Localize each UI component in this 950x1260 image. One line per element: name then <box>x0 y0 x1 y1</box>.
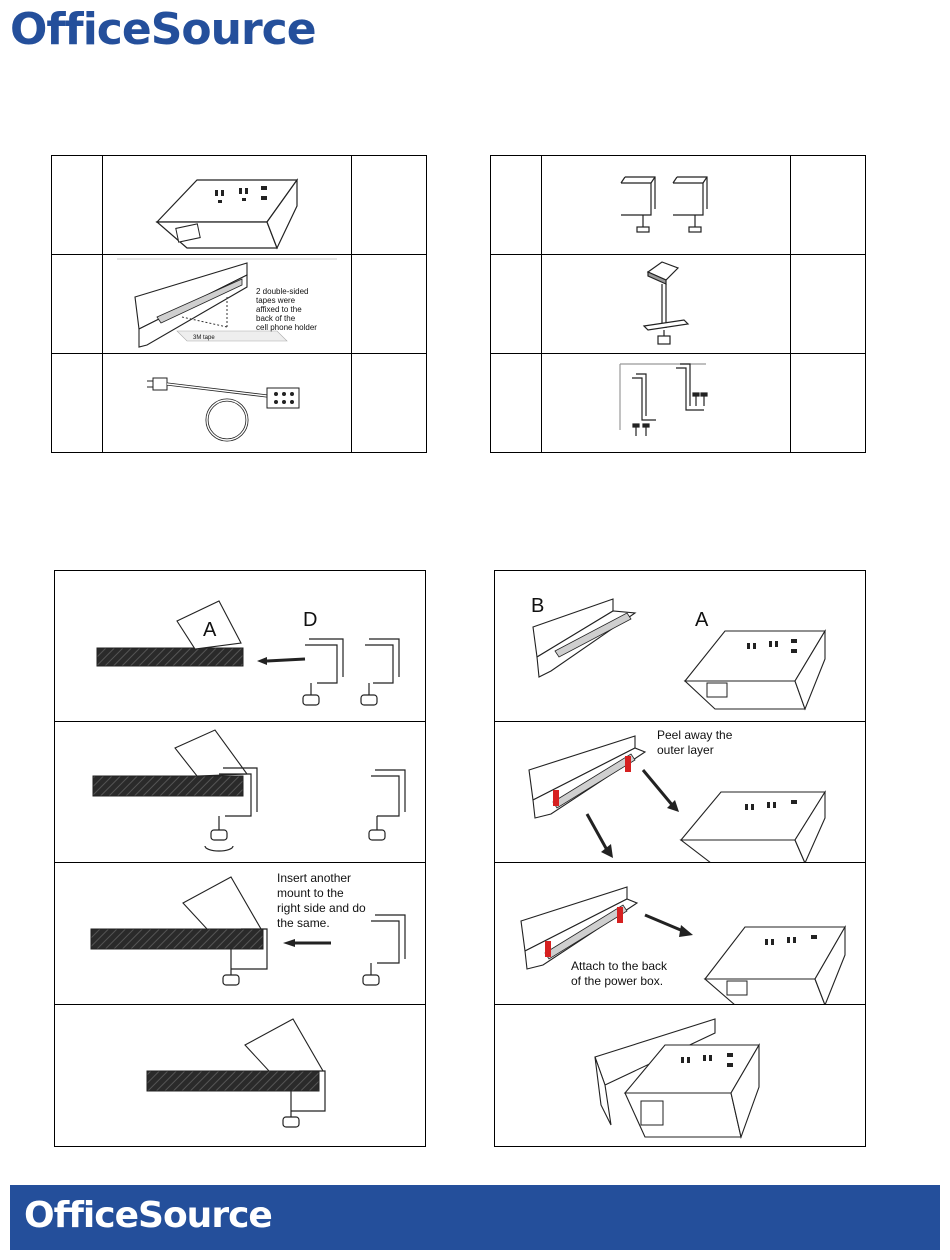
tape-note-line: cell phone holder <box>256 323 317 332</box>
part-row <box>52 156 427 255</box>
caption-line: mount to the <box>277 886 344 900</box>
parts-table-left <box>51 155 427 453</box>
part-row <box>52 354 427 453</box>
step-right-3 <box>495 862 865 1005</box>
parts-table-right <box>490 155 866 453</box>
caption-line: Peel away the <box>657 728 733 742</box>
part-row <box>491 354 866 453</box>
tape-note <box>256 287 317 332</box>
brand-logo-header: OfficeSource <box>10 4 316 55</box>
step-left-1 <box>55 571 425 721</box>
step-right-3-caption <box>571 959 667 989</box>
label-b: B <box>531 595 545 617</box>
step-right-4 <box>495 1004 865 1146</box>
label-a-right: A <box>695 609 709 631</box>
tape-label: 3M tape <box>193 335 215 341</box>
part-row <box>491 255 866 354</box>
tape-note-line: tapes were <box>256 296 296 305</box>
steps-panel-left <box>54 570 426 1147</box>
steps-panel-right <box>494 570 866 1147</box>
components-b-a-illustration <box>495 571 865 721</box>
step-right-2 <box>495 721 865 863</box>
label-d: D <box>303 609 318 631</box>
step-right-2-caption <box>657 728 732 758</box>
caption-line: Insert another <box>277 871 352 885</box>
tape-note-line: back of the <box>256 314 296 323</box>
tape-note-line: 2 double-sided <box>256 287 309 296</box>
footer-bar <box>10 1185 940 1250</box>
mounted-result-illustration <box>55 1005 425 1146</box>
caption-line: Attach to the back <box>571 959 668 973</box>
power-box-icon <box>147 160 307 250</box>
attach-holder-illustration <box>495 863 865 1005</box>
brand-logo-footer: OfficeSource <box>24 1195 272 1236</box>
grommet-mount-icon <box>626 258 706 350</box>
clamp-tighten-illustration <box>55 722 425 863</box>
tape-note-line: affixed to the <box>256 305 302 314</box>
second-clamp-illustration <box>55 863 425 1005</box>
clamp-mount-icon <box>611 165 721 245</box>
caption-line: of the power box. <box>571 974 664 988</box>
part-row <box>491 156 866 255</box>
power-cord-icon <box>147 358 307 448</box>
caption-line: the same. <box>277 916 330 930</box>
step-left-4 <box>55 1004 425 1146</box>
caption-line: outer layer <box>657 743 714 757</box>
assembled-result-illustration <box>495 1005 865 1146</box>
part-row <box>52 255 427 354</box>
label-a: A <box>203 619 217 641</box>
step-right-1 <box>495 571 865 721</box>
step-left-2 <box>55 721 425 863</box>
bracket-icon <box>616 360 716 446</box>
step-left-3-caption <box>277 871 366 931</box>
caption-line: right side and do <box>277 901 366 915</box>
clamp-attach-illustration <box>55 571 425 721</box>
step-left-3 <box>55 862 425 1005</box>
